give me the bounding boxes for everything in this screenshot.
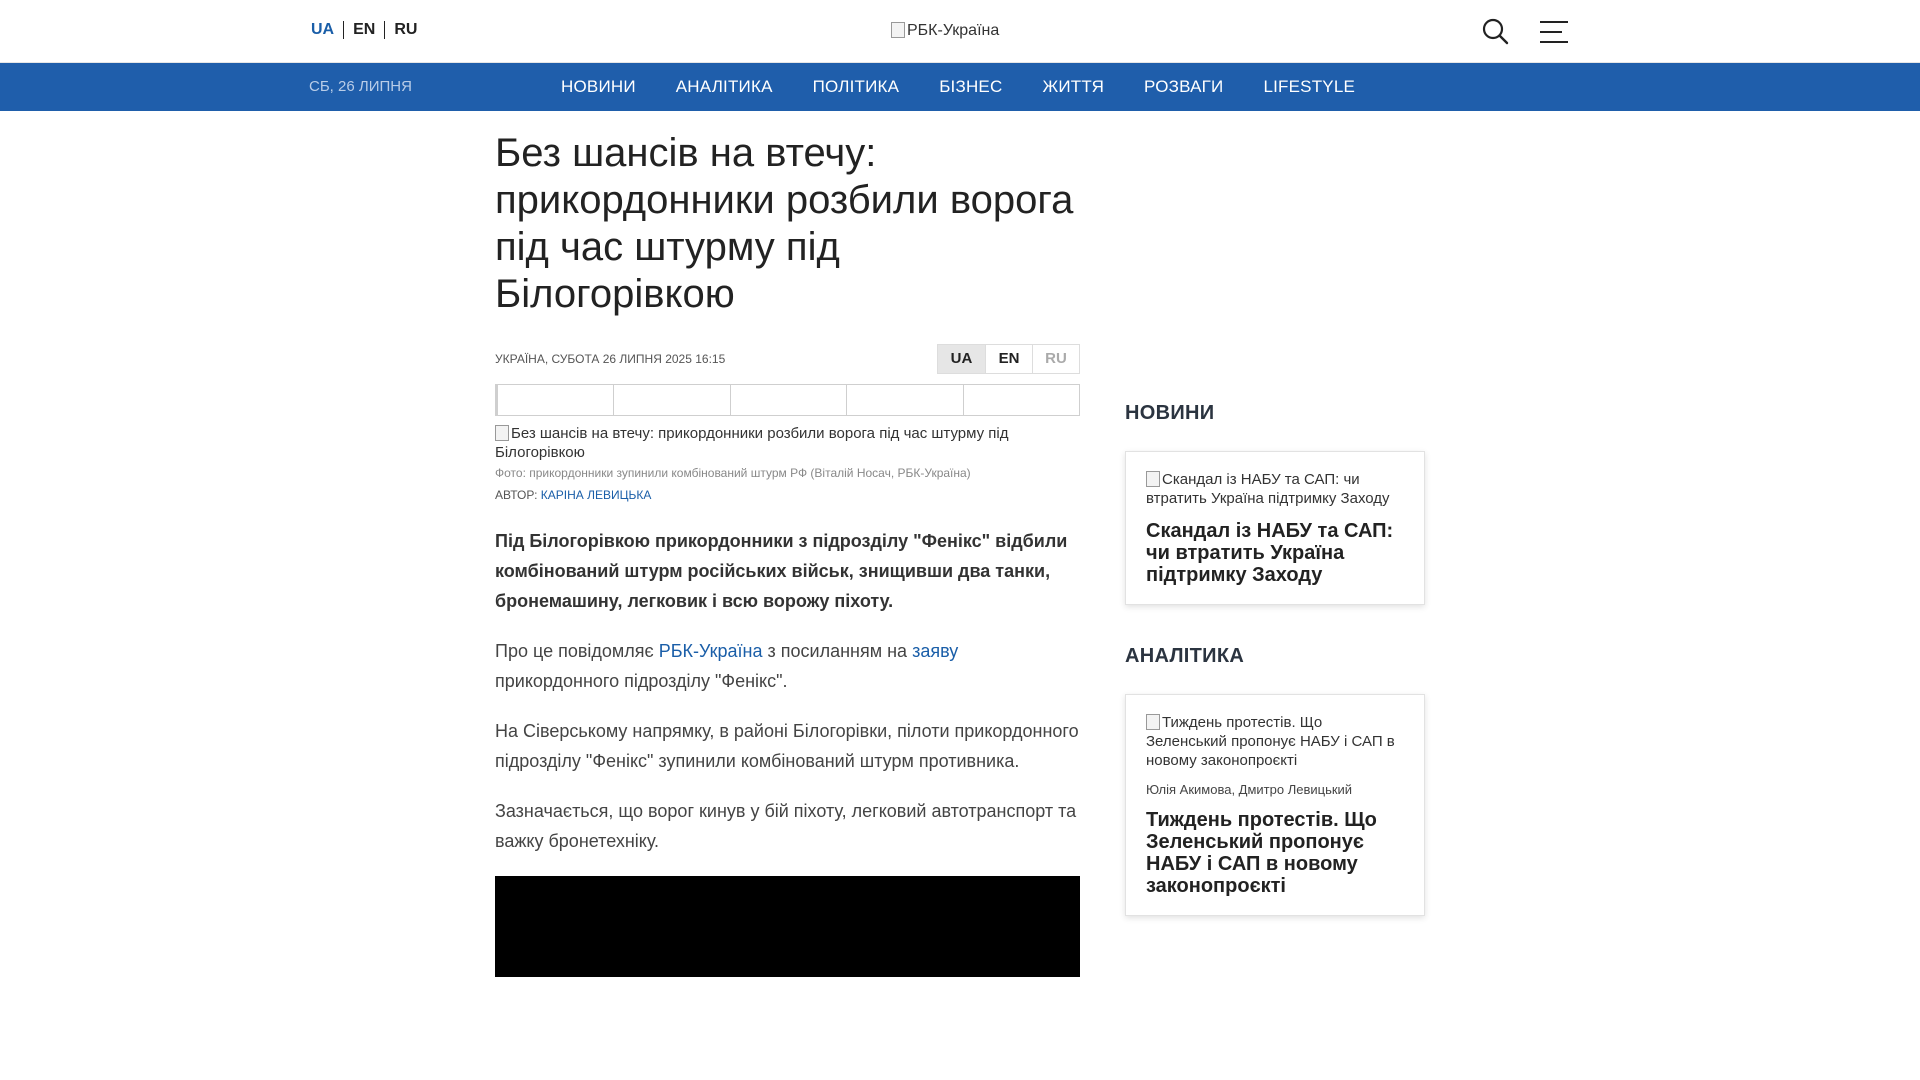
card-image-alt: Тиждень протестів. Що Зеленський пропонує НАБУ і САП в новому законопроєкті — [1146, 714, 1395, 769]
nav-item-entertainment[interactable]: РОЗВАГИ — [1144, 77, 1224, 96]
nav-item-life[interactable]: ЖИТТЯ — [1042, 77, 1105, 96]
article-paragraph — [495, 636, 1080, 696]
share-button[interactable] — [846, 385, 962, 415]
share-button[interactable] — [963, 385, 1079, 415]
sidebar — [1125, 402, 1425, 916]
hamburger-icon — [1538, 18, 1570, 46]
search-button[interactable] — [1480, 16, 1512, 48]
card-image — [1146, 713, 1404, 770]
menu-button[interactable] — [1538, 18, 1570, 46]
image-caption: Фото: прикордонники зупинили комбінований штурм РФ (Віталій Носач, РБК-Україна) — [495, 466, 971, 480]
article-lang-ua[interactable]: UA — [938, 345, 985, 373]
share-button[interactable] — [613, 385, 729, 415]
nav-item-lifestyle[interactable]: LIFESTYLE — [1263, 77, 1356, 96]
broken-image-icon — [495, 425, 509, 441]
broken-image-icon — [1146, 714, 1160, 730]
article-headline: Без шансів на втечу: прикордонники розбили ворога під час штурму під Білогорівкою — [495, 131, 1074, 316]
embedded-video[interactable] — [495, 876, 1080, 977]
search-icon — [1480, 16, 1512, 48]
lang-en-link[interactable]: EN — [353, 21, 376, 38]
paragraph-text: прикордонного підрозділу "Фенікс". — [495, 671, 788, 691]
nav-item-politics[interactable]: ПОЛІТИКА — [812, 77, 900, 96]
source-link-rbc[interactable]: РБК-Україна — [658, 641, 763, 661]
share-button[interactable] — [496, 385, 613, 415]
paragraph-text: з посиланням на — [762, 641, 913, 661]
article-date: УКРАЇНА, СУБОТА 26 ЛИПНЯ 2025 16:15 — [495, 352, 726, 366]
nav-item-business[interactable]: БІЗНЕС — [939, 77, 1003, 96]
site-logo[interactable] — [891, 22, 999, 40]
nav-item-news[interactable]: НОВИНИ — [561, 77, 636, 96]
hero-image — [495, 424, 1080, 462]
lang-ru-link[interactable]: RU — [394, 21, 418, 38]
lang-divider — [343, 21, 344, 39]
card-image-alt: Скандал із НАБУ та САП: чи втратить Україна підтримку Заходу — [1146, 471, 1390, 507]
article-lang-ru[interactable]: RU — [1032, 345, 1079, 373]
article-paragraph: На Сіверському напрямку, в районі Білогорівки, пілоти прикордонного підрозділу "Фенікс" зупинили комбінований штурм противника. — [495, 721, 1079, 771]
logo-alt-text: РБК-Україна — [907, 22, 1000, 39]
card-image — [1146, 470, 1404, 508]
lang-divider — [384, 21, 385, 39]
main-nav — [0, 63, 1920, 111]
paragraph-text: Про це повідомляє — [495, 641, 659, 661]
nav-item-analytics[interactable]: АНАЛІТИКА — [675, 77, 773, 96]
share-buttons — [495, 384, 1080, 416]
article — [495, 130, 1080, 977]
source-link-statement[interactable]: заяву — [912, 641, 959, 661]
author-label: АВТОР: — [495, 488, 538, 502]
broken-image-icon — [891, 22, 905, 38]
nav-date: СБ, 26 ЛИПНЯ — [309, 78, 412, 95]
article-paragraph: Зазначається, що ворог кинув у бій піхоту, легковий автотранспорт та важку бронетехніку. — [495, 801, 1077, 851]
card-authors: Юлія Акимова, Дмитро Левицький — [1146, 782, 1353, 797]
card-title[interactable]: Тиждень протестів. Що Зеленський пропонує НАБУ і САП в новому законопроєкті — [1146, 809, 1377, 897]
share-button[interactable] — [730, 385, 846, 415]
article-lang-en[interactable]: EN — [985, 345, 1032, 373]
nav-items — [561, 63, 1395, 111]
language-switcher — [311, 21, 417, 39]
analytics-card[interactable] — [1125, 694, 1425, 916]
article-author — [495, 488, 1080, 502]
sidebar-heading-news[interactable]: НОВИНИ — [1125, 402, 1215, 424]
author-link[interactable]: КАРІНА ЛЕВИЦЬКА — [540, 488, 652, 502]
sidebar-heading-analytics[interactable]: АНАЛІТИКА — [1125, 645, 1245, 667]
hero-image-alt: Без шансів на втечу: прикордонники розбили ворога під час штурму під Білогорівкою — [495, 425, 1009, 461]
article-meta-row — [495, 344, 1080, 374]
card-title[interactable]: Скандал із НАБУ та САП: чи втратить Україна підтримку Заходу — [1146, 520, 1394, 586]
lang-ua-link[interactable]: UA — [311, 21, 335, 38]
top-header — [0, 0, 1920, 63]
broken-image-icon — [1146, 471, 1160, 487]
news-card[interactable] — [1125, 451, 1425, 605]
article-lead: Під Білогорівкою прикордонники з підрозділу "Фенікс" відбили комбінований штурм російських військ, знищивши два танки, бронемашину, легковик і всю ворожу піхоту. — [495, 531, 1068, 611]
article-language-switcher — [937, 344, 1080, 374]
